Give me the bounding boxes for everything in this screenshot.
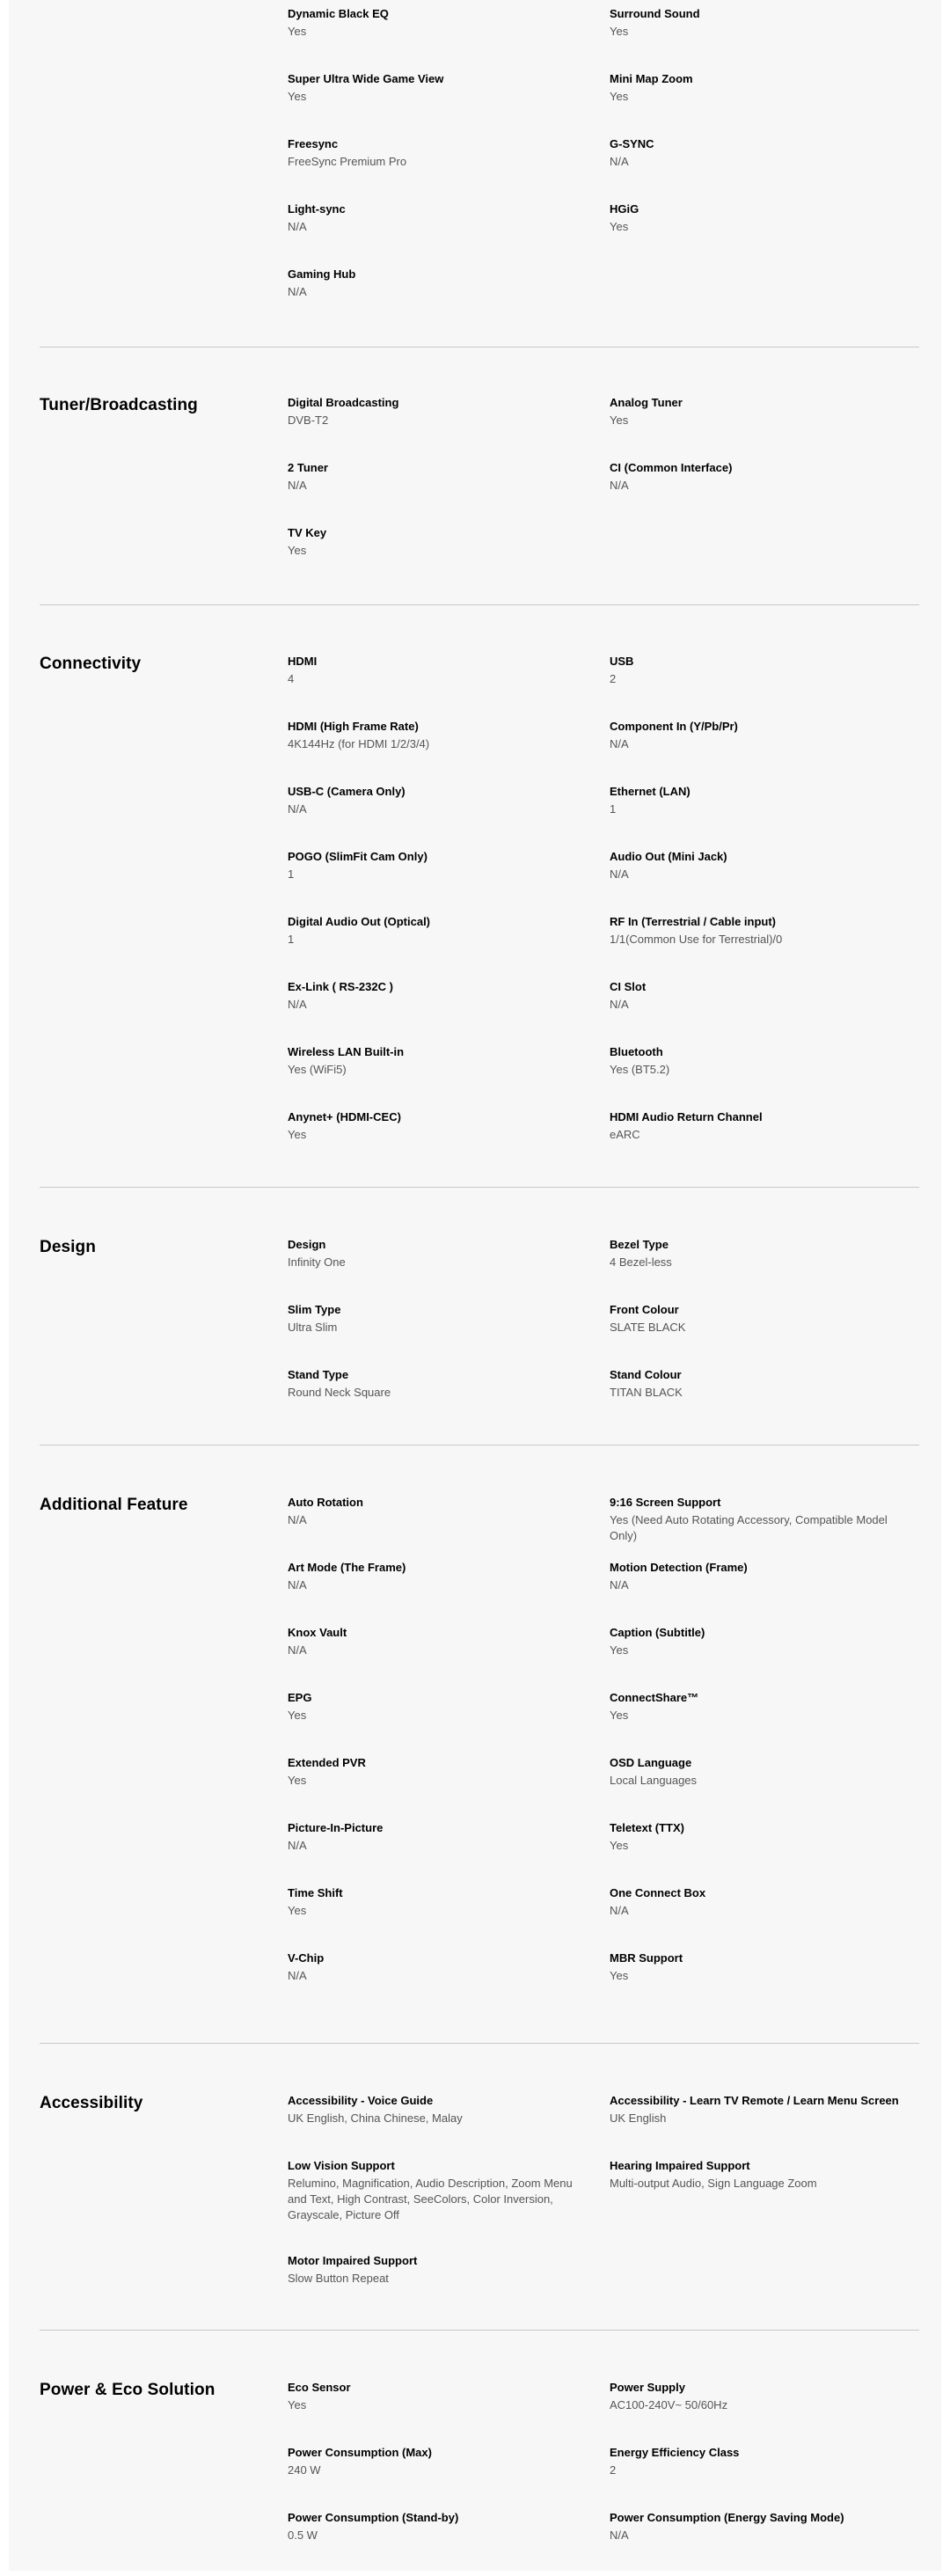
spec-label: Motion Detection (Frame) xyxy=(610,1561,748,1574)
spec-label: HDMI xyxy=(288,655,318,668)
spec-value: Yes xyxy=(288,544,307,557)
spec-item xyxy=(288,461,610,526)
spec-value: N/A xyxy=(610,737,629,750)
spec-value: Yes xyxy=(288,2398,307,2411)
spec-value: N/A xyxy=(288,1513,307,1526)
spec-value: N/A xyxy=(288,220,307,233)
spec-item xyxy=(610,461,919,526)
spec-grid xyxy=(288,655,919,1175)
spec-value: Infinity One xyxy=(288,1255,346,1269)
spec-item xyxy=(288,72,610,137)
spec-label: Hearing Impaired Support xyxy=(610,2159,750,2172)
spec-value: TITAN BLACK xyxy=(610,1386,683,1399)
spec-label: Audio Out (Mini Jack) xyxy=(610,850,727,863)
spec-label: Super Ultra Wide Game View xyxy=(288,72,444,85)
spec-grid xyxy=(288,1238,919,1433)
spec-label: Bluetooth xyxy=(610,1045,663,1058)
spec-value: Yes xyxy=(288,25,307,38)
spec-value: UK English xyxy=(610,2111,667,2125)
spec-item xyxy=(610,137,919,202)
spec-label: Bezel Type xyxy=(610,1238,669,1251)
spec-value: 1 xyxy=(288,867,295,881)
spec-label: Energy Efficiency Class xyxy=(610,2446,740,2459)
spec-grid xyxy=(288,2094,919,2319)
spec-value: N/A xyxy=(288,802,307,816)
spec-item xyxy=(288,915,610,980)
spec-value: 4 Bezel-less xyxy=(610,1255,672,1269)
spec-label: V-Chip xyxy=(288,1951,325,1965)
spec-value: Yes xyxy=(288,1774,307,1787)
spec-label: OSD Language xyxy=(610,1756,692,1769)
spec-item xyxy=(610,1303,919,1368)
spec-item xyxy=(610,1756,919,1821)
spec-label: Accessibility - Voice Guide xyxy=(288,2094,434,2107)
spec-item xyxy=(610,1691,919,1756)
spec-item xyxy=(610,655,919,720)
spec-value: Yes xyxy=(288,1128,307,1141)
spec-value: N/A xyxy=(288,998,307,1011)
section-title: Tuner/Broadcasting xyxy=(40,396,198,414)
spec-value: N/A xyxy=(610,1578,629,1592)
spec-value: FreeSync Premium Pro xyxy=(288,155,407,168)
spec-item xyxy=(610,72,919,137)
spec-label: 9:16 Screen Support xyxy=(610,1496,721,1509)
spec-item xyxy=(610,2094,919,2159)
spec-item xyxy=(288,1626,610,1691)
spec-label: Freesync xyxy=(288,137,339,150)
section-title: Design xyxy=(40,1238,96,1256)
spec-label: Component In (Y/Pb/Pr) xyxy=(610,720,738,733)
spec-value: DVB-T2 xyxy=(288,413,329,427)
spec-item xyxy=(288,785,610,850)
spec-label: Eco Sensor xyxy=(288,2381,351,2394)
spec-label: Mini Map Zoom xyxy=(610,72,693,85)
spec-value: Relumino, Magnification, Audio Description, Zoom Menu and Text, High Contrast, SeeColors, Color Inversion, Grayscale, Picture Off xyxy=(288,2177,573,2221)
spec-item xyxy=(610,1626,919,1691)
section-title: Connectivity xyxy=(40,655,142,673)
spec-item xyxy=(288,2511,610,2576)
spec-grid xyxy=(288,2381,919,2576)
spec-grid xyxy=(288,396,919,591)
spec-value: 4 xyxy=(288,672,295,685)
spec-item xyxy=(610,1238,919,1303)
spec-value: 0.5 W xyxy=(288,2528,318,2542)
spec-value: Local Languages xyxy=(610,1774,698,1787)
spec-item xyxy=(610,1821,919,1886)
spec-value: Yes xyxy=(288,90,307,103)
spec-label: Digital Broadcasting xyxy=(288,396,399,409)
spec-value: 1 xyxy=(610,802,617,816)
spec-value: N/A xyxy=(610,479,629,492)
spec-label: USB xyxy=(610,655,634,668)
spec-label: Gaming Hub xyxy=(288,267,356,281)
section-title: Accessibility xyxy=(40,2094,143,2112)
spec-label: HDMI (High Frame Rate) xyxy=(288,720,419,733)
spec-item xyxy=(288,1110,610,1175)
spec-label: Power Consumption (Stand-by) xyxy=(288,2511,459,2524)
spec-item xyxy=(288,2254,610,2319)
spec-item xyxy=(610,1110,919,1175)
spec-item xyxy=(610,1368,919,1433)
spec-label: Front Colour xyxy=(610,1303,679,1316)
spec-value: Yes xyxy=(610,1643,629,1657)
spec-item xyxy=(288,1691,610,1756)
spec-item xyxy=(288,267,610,333)
spec-label: RF In (Terrestrial / Cable input) xyxy=(610,915,777,928)
section-divider xyxy=(40,347,919,348)
spec-value: Yes xyxy=(610,1969,629,1982)
spec-value: Yes xyxy=(610,90,629,103)
section-title: Power & Eco Solution xyxy=(40,2381,216,2399)
spec-item xyxy=(610,2159,919,2254)
spec-value: SLATE BLACK xyxy=(610,1321,686,1334)
spec-item xyxy=(610,1951,919,2016)
spec-label: Power Consumption (Max) xyxy=(288,2446,432,2459)
spec-label: Slim Type xyxy=(288,1303,341,1316)
spec-value: UK English, China Chinese, Malay xyxy=(288,2111,463,2125)
spec-label: Ex-Link ( RS-232C ) xyxy=(288,980,393,993)
spec-value: Yes xyxy=(610,413,629,427)
spec-item xyxy=(288,1756,610,1821)
spec-item xyxy=(288,1368,610,1433)
spec-value: 240 W xyxy=(288,2463,321,2477)
section-divider xyxy=(40,2043,919,2044)
spec-item xyxy=(610,1886,919,1951)
spec-label: 2 Tuner xyxy=(288,461,328,474)
spec-value: N/A xyxy=(610,867,629,881)
section-divider xyxy=(40,604,919,605)
spec-label: ConnectShare™ xyxy=(610,1691,699,1704)
spec-item xyxy=(288,2381,610,2446)
spec-label: G-SYNC xyxy=(610,137,654,150)
spec-value: 2 xyxy=(610,672,617,685)
spec-item xyxy=(288,396,610,461)
spec-item xyxy=(288,850,610,915)
spec-label: Design xyxy=(288,1238,326,1251)
spec-label: EPG xyxy=(288,1691,312,1704)
spec-item xyxy=(610,915,919,980)
spec-value: Slow Button Repeat xyxy=(288,2272,389,2285)
spec-item xyxy=(610,2446,919,2511)
spec-item xyxy=(288,720,610,785)
spec-value: Yes (WiFi5) xyxy=(288,1063,347,1076)
spec-value: N/A xyxy=(610,1904,629,1917)
spec-item xyxy=(288,7,610,72)
spec-label: Wireless LAN Built-in xyxy=(288,1045,405,1058)
spec-value: 1/1(Common Use for Terrestrial)/0 xyxy=(610,933,783,946)
spec-item xyxy=(288,1561,610,1626)
spec-value: N/A xyxy=(610,998,629,1011)
spec-item xyxy=(288,2159,610,2254)
section-divider xyxy=(40,2330,919,2331)
spec-item xyxy=(610,396,919,461)
spec-item xyxy=(610,720,919,785)
spec-value: Yes xyxy=(288,1709,307,1722)
spec-label: Knox Vault xyxy=(288,1626,347,1639)
spec-value: N/A xyxy=(288,1643,307,1657)
spec-label: Power Consumption (Energy Saving Mode) xyxy=(610,2511,844,2524)
spec-value: 1 xyxy=(288,933,295,946)
spec-item xyxy=(610,980,919,1045)
spec-value: Yes xyxy=(610,25,629,38)
spec-label: Motor Impaired Support xyxy=(288,2254,418,2267)
spec-label: Low Vision Support xyxy=(288,2159,395,2172)
spec-label: Art Mode (The Frame) xyxy=(288,1561,406,1574)
section-divider xyxy=(40,1187,919,1188)
spec-label: Stand Type xyxy=(288,1368,349,1381)
spec-value: Yes xyxy=(610,1709,629,1722)
spec-label: Anynet+ (HDMI-CEC) xyxy=(288,1110,401,1123)
spec-value: N/A xyxy=(288,285,307,298)
spec-label: Ethernet (LAN) xyxy=(610,785,691,798)
spec-item xyxy=(610,1561,919,1626)
spec-value: AC100-240V~ 50/60Hz xyxy=(610,2398,728,2411)
spec-label: Picture-In-Picture xyxy=(288,1821,384,1834)
spec-label: Light-sync xyxy=(288,202,346,216)
spec-item xyxy=(288,1045,610,1110)
spec-grid xyxy=(288,7,919,333)
spec-item xyxy=(288,526,610,591)
spec-label: CI Slot xyxy=(610,980,647,993)
spec-label: Dynamic Black EQ xyxy=(288,7,389,20)
spec-label: HDMI Audio Return Channel xyxy=(610,1110,763,1123)
spec-value: N/A xyxy=(610,2528,629,2542)
spec-value: Multi-output Audio, Sign Language Zoom xyxy=(610,2177,817,2190)
spec-item xyxy=(288,980,610,1045)
spec-page xyxy=(9,0,941,2571)
spec-label: HGiG xyxy=(610,202,639,216)
spec-value: Ultra Slim xyxy=(288,1321,338,1334)
spec-item xyxy=(288,1238,610,1303)
spec-item xyxy=(288,1303,610,1368)
spec-label: Accessibility - Learn TV Remote / Learn Menu Screen xyxy=(610,2094,899,2107)
spec-item xyxy=(288,655,610,720)
spec-item xyxy=(288,2094,610,2159)
spec-item xyxy=(288,2446,610,2511)
spec-label: Extended PVR xyxy=(288,1756,366,1769)
spec-item xyxy=(288,1886,610,1951)
spec-item xyxy=(610,1496,919,1561)
spec-value: Round Neck Square xyxy=(288,1386,391,1399)
spec-label: Surround Sound xyxy=(610,7,700,20)
spec-value: Yes xyxy=(610,220,629,233)
spec-item xyxy=(288,1951,610,2016)
spec-item xyxy=(610,202,919,267)
spec-value: N/A xyxy=(288,1578,307,1592)
spec-label: CI (Common Interface) xyxy=(610,461,733,474)
spec-value: 2 xyxy=(610,2463,617,2477)
section-title: Additional Feature xyxy=(40,1496,188,1514)
spec-item xyxy=(288,1821,610,1886)
spec-label: Digital Audio Out (Optical) xyxy=(288,915,431,928)
spec-label: Teletext (TTX) xyxy=(610,1821,684,1834)
spec-item xyxy=(610,785,919,850)
spec-label: Caption (Subtitle) xyxy=(610,1626,705,1639)
spec-value: Yes (BT5.2) xyxy=(610,1063,670,1076)
spec-value: Yes (Need Auto Rotating Accessory, Compatible Model Only) xyxy=(610,1513,888,1542)
spec-item xyxy=(610,850,919,915)
spec-value: N/A xyxy=(288,479,307,492)
spec-value: N/A xyxy=(288,1969,307,1982)
spec-item xyxy=(288,1496,610,1561)
spec-value: eARC xyxy=(610,1128,640,1141)
spec-grid xyxy=(288,1496,919,2016)
spec-label: Analog Tuner xyxy=(610,396,683,409)
spec-item xyxy=(610,1045,919,1110)
spec-label: TV Key xyxy=(288,526,327,539)
spec-item xyxy=(288,202,610,267)
spec-item xyxy=(610,2381,919,2446)
spec-value: Yes xyxy=(288,1904,307,1917)
spec-label: One Connect Box xyxy=(610,1886,706,1899)
spec-item xyxy=(610,2511,919,2576)
spec-label: Stand Colour xyxy=(610,1368,682,1381)
spec-value: N/A xyxy=(288,1839,307,1852)
spec-value: Yes xyxy=(610,1839,629,1852)
spec-label: POGO (SlimFit Cam Only) xyxy=(288,850,428,863)
spec-label: MBR Support xyxy=(610,1951,683,1965)
spec-value: N/A xyxy=(610,155,629,168)
spec-label: Power Supply xyxy=(610,2381,685,2394)
spec-label: USB-C (Camera Only) xyxy=(288,785,406,798)
spec-label: Auto Rotation xyxy=(288,1496,363,1509)
spec-item xyxy=(288,137,610,202)
spec-label: Time Shift xyxy=(288,1886,343,1899)
spec-item xyxy=(610,7,919,72)
spec-value: 4K144Hz (for HDMI 1/2/3/4) xyxy=(288,737,430,750)
